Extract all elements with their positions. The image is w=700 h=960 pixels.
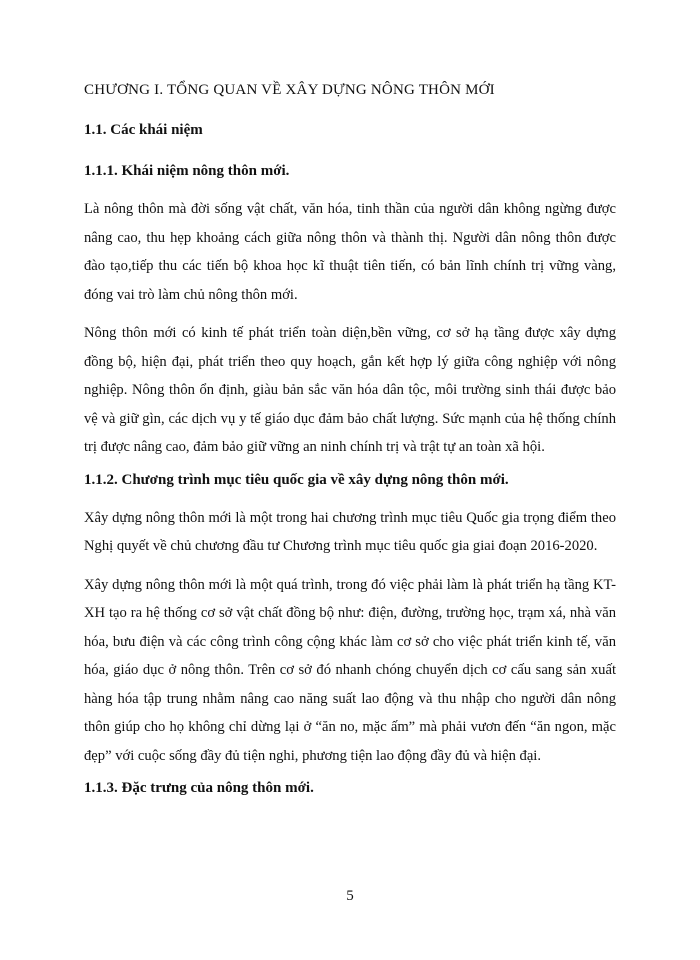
section-heading-1-1-3: 1.1.3. Đặc trưng của nông thôn mới. [84, 780, 314, 796]
paragraph-building-process: Xây dựng nông thôn mới là một quá trình, trong đó việc phải làm là phát triển hạ tầng KT-XH tạo ra hệ thống cơ sở vật chất đồng bộ như: điện, đường, trường học, trạm xá, nhà văn hóa, bưu điện và các công trình công cộng khác làm cơ sở cho việc phát triển kinh tế, văn hóa, giáo dục ở nông thôn. Trên cơ sở đó nhanh chóng chuyển dịch cơ cấu sang sản xuất hàng hóa tập trung nhằm nâng cao năng suất lao động và thu nhập cho người dân nông thôn giúp cho họ không chỉ dừng lại ở “ăn no, mặc ấm” mà phải vươn đến “ăn ngon, mặc đẹp” với cuộc sống đầy đủ tiện nghi, phương tiện lao động đầy đủ và hiện đại. [84, 576, 616, 764]
page-number: 5 [346, 888, 354, 904]
section-heading-1-1: 1.1. Các khái niệm [84, 122, 203, 138]
paragraph-national-program: Xây dựng nông thôn mới là một trong hai chương trình mục tiêu Quốc gia trọng điểm theo Nghị quyết về chủ chương đầu tư Chương trình mục tiêu quốc gia giai đoạn 2016-2020. [84, 509, 616, 554]
section-heading-1-1-2: 1.1.2. Chương trình mục tiêu quốc gia về xây dựng nông thôn mới. [84, 471, 509, 488]
page-content [84, 80, 616, 798]
chapter-title: CHƯƠNG I. TỔNG QUAN VỀ XÂY DỰNG NÔNG THÔN MỚI [84, 82, 495, 98]
paragraph-definition: Là nông thôn mà đời sống vật chất, văn hóa, tinh thần của người dân không ngừng được nâng cao, thu hẹp khoảng cách giữa nông thôn và thành thị. Người dân nông thôn được đào tạo,tiếp thu các tiến bộ khoa học kĩ thuật tiên tiến, có bản lĩnh chính trị vững vàng, đóng vai trò làm chủ nông thôn mới. [84, 201, 616, 303]
paragraph-characteristics: Nông thôn mới có kinh tế phát triển toàn diện,bền vững, cơ sở hạ tầng được xây dựng đồng bộ, hiện đại, phát triển theo quy hoạch, gắn kết hợp lý giữa công nghiệp với nông nghiệp. Nông thôn ổn định, giàu bản sắc văn hóa dân tộc, môi trường sinh thái được bảo vệ và giữ gìn, các dịch vụ y tế giáo dục đảm bảo chất lượng. Sức mạnh của hệ thống chính trị được nâng cao, đảm bảo giữ vững an ninh chính trị và trật tự an toàn xã hội. [84, 325, 616, 455]
section-heading-1-1-1: 1.1.1. Khái niệm nông thôn mới. [84, 163, 290, 179]
